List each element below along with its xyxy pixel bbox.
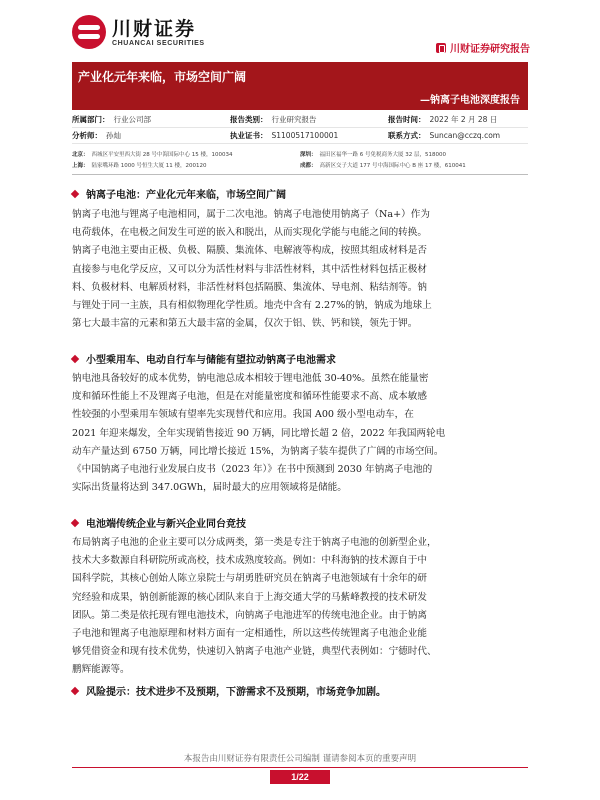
logo-mark-icon — [72, 15, 106, 49]
type-label: 报告类别： — [230, 115, 268, 124]
report-book-icon — [436, 43, 446, 53]
diamond-bullet-icon — [71, 518, 79, 526]
address-item — [72, 161, 300, 169]
paragraph-line: 钠离子电池与锂离子电池相同，属于二次电池。钠离子电池使用钠离子（Na+）作为 — [72, 209, 430, 220]
analyst-label: 分析师： — [72, 131, 102, 140]
page-subtitle: —钠离子电池深度报告 — [420, 95, 520, 106]
paragraph-line: 《中国钠离子电池行业发展白皮书（2023 年）》在书中预测到 2030 年钠离子电池的 — [72, 464, 433, 476]
section-heading-text: 钠离子电池：产业化元年来临，市场空间广阔 — [86, 190, 286, 201]
address-item — [72, 150, 300, 158]
footer-divider — [72, 767, 528, 768]
paragraph-line: 钠电池具备较好的成本优势，钠电池总成本相较于锂电池低 30-40%。虽然在能量密 — [72, 373, 429, 384]
address-text: 福田区福华一路 6 号免税商务大厦 32 层，518000 — [319, 151, 447, 158]
section-heading-text: 小型乘用车、电动自行车与储能有望拉动钠离子电池需求 — [86, 355, 336, 366]
paragraph-line: 实际出货量将达到 347.0GWh，届时最大的应用领域将是储能。 — [72, 482, 347, 494]
date-label: 报告时间： — [388, 115, 426, 124]
paragraph-line: 够凭借资金和现有技术优势，快速切入钠离子电池产业链，典型代表例如：宁德时代、 — [72, 646, 437, 658]
diamond-bullet-icon — [71, 189, 79, 197]
section-heading — [72, 186, 286, 201]
paragraph-line: 性较强的小型乘用车领域有望率先实现替代和应用。我国 A00 级小型电动车，在 — [72, 409, 414, 421]
company-logo — [72, 12, 272, 52]
paragraph-line: 与锂处于同一主族，具有相似物理化学性质。地壳中含有 2.27%的钠，钠成为地球上 — [72, 300, 432, 312]
page-title: 产业化元年来临，市场空间广阔 — [78, 70, 247, 84]
date-value: 2022 年 2 月 28 日 — [429, 115, 498, 124]
dept-label: 所属部门： — [72, 115, 110, 124]
report-tag-label: 川财证券研究报告 — [450, 44, 530, 55]
address-city: 北京： — [72, 151, 89, 158]
analyst-value: 孙灿 — [106, 131, 121, 140]
info-row — [72, 112, 528, 128]
logo-name-cn: 川财证券 — [112, 17, 197, 40]
contact-label: 联系方式： — [388, 131, 426, 140]
address-item — [300, 161, 528, 169]
address-text: 陆家嘴环路 1000 号恒生大厦 11 楼，200120 — [91, 162, 207, 169]
info-row — [72, 128, 528, 144]
paragraph-line: 动车产量达到 6750 万辆，同比增长接近 15%，为钠离子装车提供了广阔的市场空间。 — [72, 445, 444, 457]
divider — [72, 174, 528, 175]
section-heading-text: 电池端传统企业与新兴企业同台竞技 — [86, 519, 246, 530]
cert-value: S1100517100001 — [271, 131, 339, 140]
paragraph-line: 布局钠离子电池的企业主要可以分成两类，第一类是专注于钠离子电池的创新型企业， — [72, 537, 437, 548]
page-header — [0, 0, 600, 62]
paragraph-line: 第七大最丰富的元素和第五大最丰富的金属，仅次于铝、铁、钙和镁，领先于钾。 — [72, 318, 418, 330]
section-heading — [72, 515, 246, 530]
paragraph-line: 电荷载体，在电极之间发生可逆的嵌入和脱出，从而实现化学能与电能之间的转换。 — [72, 227, 427, 239]
paragraph-line: 国科学院，其核心创始人陈立泉院士与胡勇胜研究员在钠离子电池领域有十余年的研 — [72, 573, 427, 585]
paragraph-line: 料、负极材料、电解质材料，非活性材料包括隔膜、集流体、导电剂、粘结剂等。钠 — [72, 281, 427, 293]
section-paragraph — [72, 370, 528, 497]
address-city: 成都： — [300, 162, 317, 169]
paragraph-line: 技术大多数源自科研院所或高校，技术成熟度较高。例如：中科海钠的技术源自于中 — [72, 555, 427, 567]
risk-warning — [72, 683, 386, 698]
report-tag — [436, 40, 530, 55]
diamond-bullet-icon — [71, 686, 79, 694]
address-city: 上海： — [72, 162, 89, 169]
address-city: 深圳： — [300, 151, 317, 158]
section-paragraph — [72, 206, 528, 333]
office-addresses — [72, 148, 528, 170]
address-item — [300, 150, 528, 158]
report-info-table — [72, 112, 528, 144]
paragraph-line: 究经验和成果，钠创新能源的核心团队来自于上海交通大学的马紫峰教授的技术研发 — [72, 591, 427, 603]
title-band — [72, 62, 528, 110]
paragraph-line: 2021 年迎来爆发，全年实现销售接近 90 万辆，同比增长超 2 倍，2022 年我国两轮电 — [72, 427, 446, 439]
dept-value: 行业公司部 — [113, 115, 151, 124]
risk-warning-text: 风险提示：技术进步不及预期，下游需求不及预期，市场竞争加剧。 — [86, 687, 386, 698]
logo-name-en: CHUANCAI SECURITIES — [112, 39, 205, 47]
diamond-bullet-icon — [71, 354, 79, 362]
section-paragraph — [72, 534, 528, 680]
section-heading — [72, 351, 336, 366]
address-text: 西城区平安里西大街 28 号中海国际中心 15 楼，100034 — [91, 151, 233, 158]
paragraph-line: 鹏辉能源等。 — [72, 664, 130, 676]
paragraph-line: 子电池和锂离子电池原理和材料方面有一定相通性，所以这些传统锂离子电池企业能 — [72, 628, 427, 640]
paragraph-line: 度和循环性能上不及锂离子电池，但是在对能量密度和循环性能要求不高、成本敏感 — [72, 391, 427, 403]
contact-email-link[interactable]: Suncan@cczq.com — [429, 131, 501, 140]
type-value: 行业研究报告 — [271, 115, 317, 124]
footer-disclaimer: 本报告由川财证券有限责任公司编制 谨请参阅本页的重要声明 — [183, 754, 417, 764]
paragraph-line: 直接参与电化学反应，又可以分为活性材料与非活性材料，其中活性材料包括正极材 — [72, 263, 427, 275]
cert-label: 执业证书： — [230, 131, 268, 140]
paragraph-line: 团队。第二类是依托现有锂电池技术，向钠离子电池进军的传统电池企业。由于钠离 — [72, 609, 427, 621]
address-text: 高新区交子大道 177 号中海国际中心 B 座 17 楼，610041 — [319, 162, 466, 169]
paragraph-line: 钠离子电池主要由正极、负极、隔膜、集流体、电解液等构成，按照其组成材料是否 — [72, 245, 427, 257]
page-number: 1/22 — [270, 770, 330, 784]
